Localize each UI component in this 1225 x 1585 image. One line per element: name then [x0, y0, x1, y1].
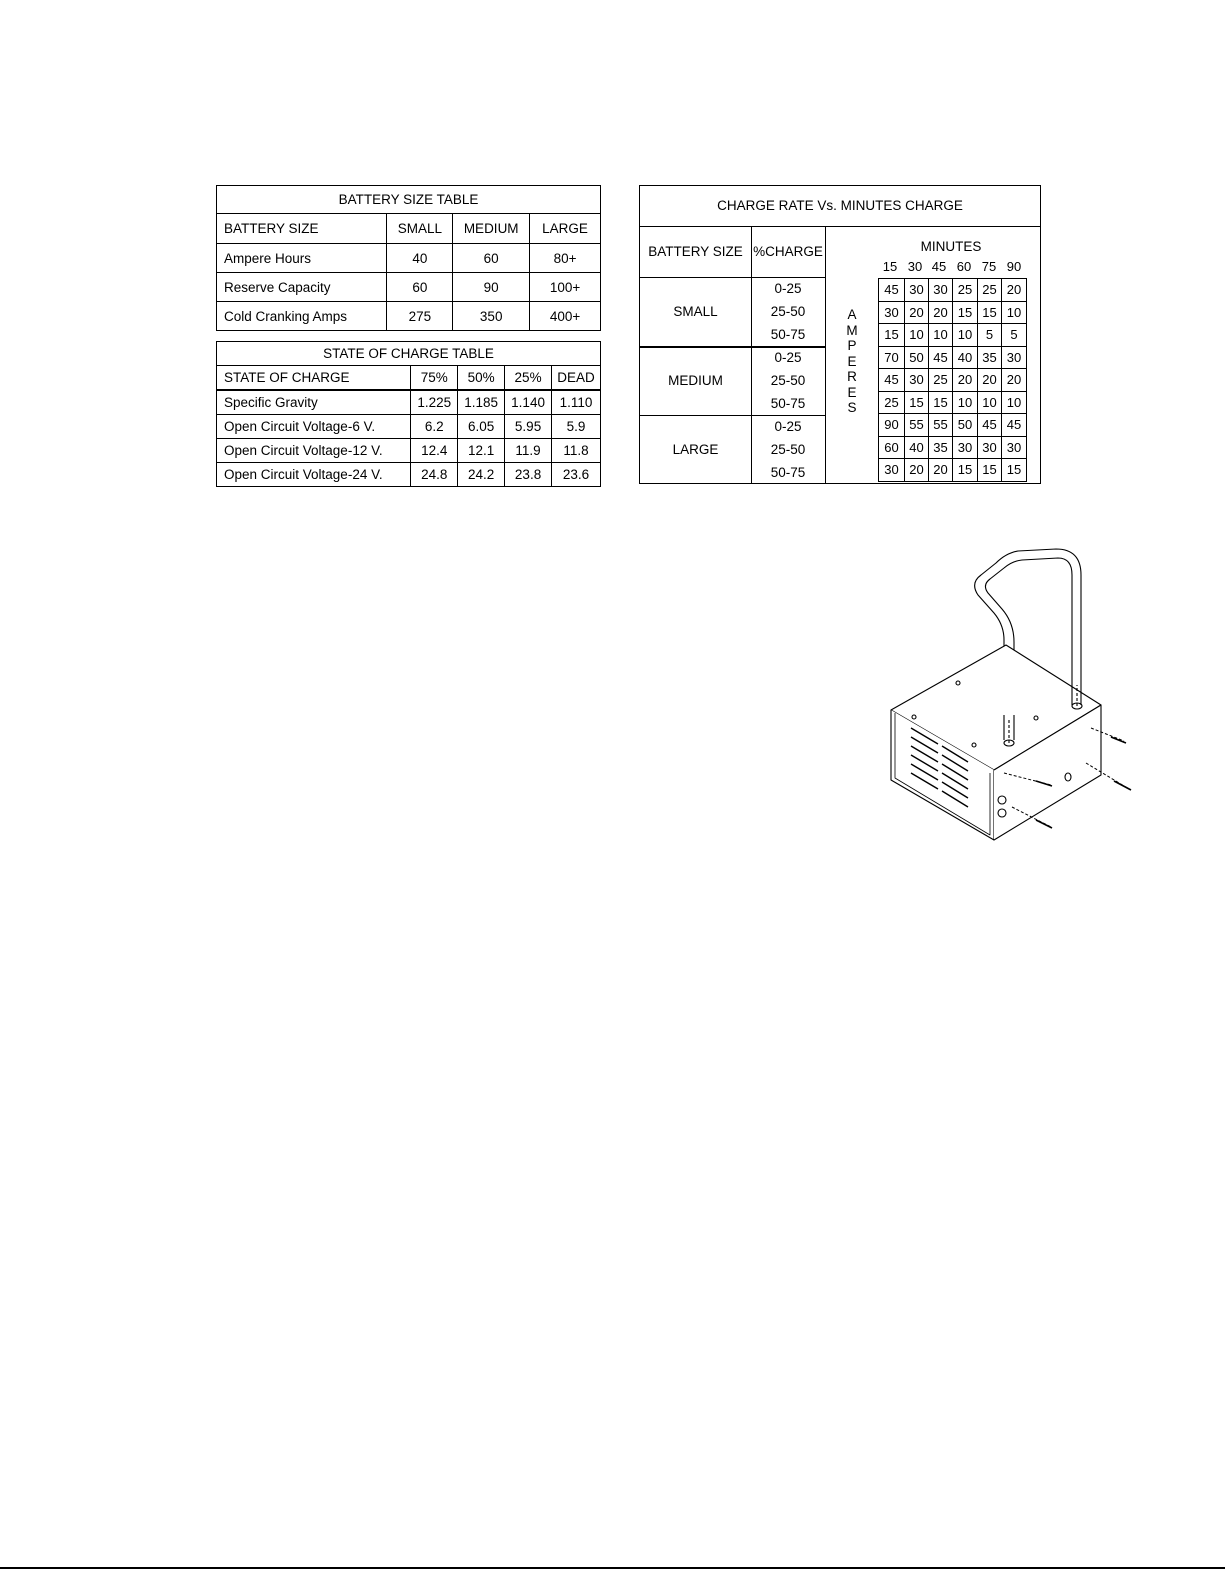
table-cell: 30: [953, 436, 978, 459]
header-large: LARGE: [530, 214, 601, 244]
table-cell: 55: [905, 414, 929, 437]
table-cell: 30: [1002, 436, 1027, 459]
row-label: Open Circuit Voltage-24 V.: [217, 463, 411, 487]
table-cell: 30: [905, 369, 929, 392]
table-cell: 20: [929, 459, 953, 482]
table-cell: 6.2: [411, 415, 458, 439]
table-cell: 45: [1002, 414, 1027, 437]
header-dead: DEAD: [552, 366, 601, 391]
table-cell: 25: [929, 369, 953, 392]
table-cell: 5.95: [505, 415, 552, 439]
table-row: [217, 273, 601, 302]
table-row: [217, 439, 601, 463]
table-cell: 90: [453, 273, 530, 302]
table-cell: 45: [978, 414, 1002, 437]
table-cell: 30: [978, 436, 1002, 459]
table-cell: 25: [879, 391, 905, 414]
minutes-header: 75: [981, 259, 997, 274]
amperes-letter: S: [847, 400, 857, 415]
minutes-label: MINUTES: [920, 239, 982, 254]
amperes-letter: P: [847, 338, 857, 353]
row-label: Cold Cranking Amps: [217, 302, 387, 331]
row-label: Reserve Capacity: [217, 273, 387, 302]
table-cell: 35: [929, 436, 953, 459]
table-cell: 40: [387, 244, 453, 273]
amperes-letter: E: [847, 384, 857, 400]
table-cell: 6.05: [458, 415, 505, 439]
table-cell: 275: [387, 302, 453, 331]
charge-rate-table: [639, 185, 1041, 484]
table-cell: 20: [929, 301, 953, 324]
table-cell: 10: [1002, 391, 1027, 414]
table-cell: 12.4: [411, 439, 458, 463]
battery-size-table-title: BATTERY SIZE TABLE: [217, 186, 601, 214]
charger-illustration: [886, 545, 1136, 845]
table-row: [879, 301, 1027, 324]
table-cell: 15: [905, 391, 929, 414]
charge-range: 25-50: [770, 442, 806, 457]
table-cell: 30: [929, 279, 953, 302]
table-row: [217, 463, 601, 487]
divider: [640, 346, 826, 348]
minutes-header: 45: [931, 259, 947, 274]
table-row: [879, 369, 1027, 392]
table-row: [879, 346, 1027, 369]
table-row: [879, 436, 1027, 459]
table-cell: 15: [1002, 459, 1027, 482]
table-cell: 15: [978, 459, 1002, 482]
table-cell: 50: [905, 346, 929, 369]
table-cell: 15: [953, 301, 978, 324]
charge-rate-table-title: CHARGE RATE Vs. MINUTES CHARGE: [640, 186, 1040, 227]
table-cell: 30: [879, 301, 905, 324]
table-cell: 10: [953, 324, 978, 347]
table-row: [217, 390, 601, 415]
charge-range: 0-25: [774, 281, 802, 296]
charge-range: 50-75: [770, 396, 806, 411]
table-cell: 1.185: [458, 390, 505, 415]
table-cell: 10: [953, 391, 978, 414]
header-75: 75%: [411, 366, 458, 391]
table-cell: 40: [953, 346, 978, 369]
row-label: Ampere Hours: [217, 244, 387, 273]
table-cell: 40: [905, 436, 929, 459]
state-of-charge-table: [216, 341, 601, 487]
amperes-label: [828, 307, 876, 416]
table-cell: 5: [1002, 324, 1027, 347]
row-label: Open Circuit Voltage-12 V.: [217, 439, 411, 463]
row-label: Specific Gravity: [217, 390, 411, 415]
table-cell: 45: [929, 346, 953, 369]
table-cell: 80+: [530, 244, 601, 273]
header-state-of-charge: STATE OF CHARGE: [217, 366, 411, 391]
header-battery-size: BATTERY SIZE: [648, 244, 743, 259]
table-row: [217, 415, 601, 439]
header-25: 25%: [505, 366, 552, 391]
table-cell: 70: [879, 346, 905, 369]
header-small: SMALL: [387, 214, 453, 244]
table-cell: 1.140: [505, 390, 552, 415]
amperes-grid: [878, 278, 1027, 482]
divider: [825, 226, 826, 483]
page-bottom-rule: [0, 1567, 1225, 1569]
minutes-header: 15: [882, 259, 898, 274]
table-cell: 30: [1002, 346, 1027, 369]
header-battery-size: BATTERY SIZE: [217, 214, 387, 244]
charge-range: 50-75: [770, 465, 806, 480]
table-cell: 20: [1002, 369, 1027, 392]
table-cell: 10: [905, 324, 929, 347]
table-cell: 35: [978, 346, 1002, 369]
table-cell: 10: [978, 391, 1002, 414]
table-cell: 1.225: [411, 390, 458, 415]
table-row: [217, 302, 601, 331]
minutes-header: 30: [907, 259, 923, 274]
table-cell: 400+: [530, 302, 601, 331]
minutes-header: 60: [956, 259, 972, 274]
divider: [640, 277, 826, 278]
table-cell: 20: [953, 369, 978, 392]
table-row: [879, 391, 1027, 414]
table-row: [879, 279, 1027, 302]
state-of-charge-table-title: STATE OF CHARGE TABLE: [217, 342, 601, 366]
amperes-letter: R: [847, 369, 857, 384]
table-cell: 50: [953, 414, 978, 437]
amperes-letter: E: [847, 353, 857, 369]
table-cell: 23.8: [505, 463, 552, 487]
table-cell: 12.1: [458, 439, 505, 463]
charge-range: 0-25: [774, 350, 802, 365]
table-cell: 15: [978, 301, 1002, 324]
table-cell: 5: [978, 324, 1002, 347]
table-cell: 45: [879, 279, 905, 302]
header-percent-charge: %CHARGE: [753, 244, 823, 259]
table-cell: 20: [905, 301, 929, 324]
table-cell: 60: [879, 436, 905, 459]
table-cell: 100+: [530, 273, 601, 302]
table-cell: 11.9: [505, 439, 552, 463]
table-cell: 60: [387, 273, 453, 302]
table-cell: 20: [1002, 279, 1027, 302]
table-cell: 55: [929, 414, 953, 437]
divider: [640, 415, 826, 416]
table-row: [879, 459, 1027, 482]
group-large: LARGE: [672, 442, 719, 457]
battery-size-table: [216, 185, 601, 331]
table-cell: 10: [929, 324, 953, 347]
table-cell: 15: [879, 324, 905, 347]
table-cell: 20: [905, 459, 929, 482]
table-cell: 90: [879, 414, 905, 437]
amperes-letter: M: [846, 322, 858, 338]
amperes-letter: A: [847, 307, 857, 322]
table-cell: 45: [879, 369, 905, 392]
charge-range: 25-50: [770, 373, 806, 388]
table-cell: 1.110: [552, 390, 601, 415]
table-row: [879, 324, 1027, 347]
table-cell: 25: [953, 279, 978, 302]
table-cell: 20: [978, 369, 1002, 392]
table-cell: 5.9: [552, 415, 601, 439]
header-medium: MEDIUM: [453, 214, 530, 244]
table-cell: 15: [953, 459, 978, 482]
table-cell: 10: [1002, 301, 1027, 324]
minutes-header: 90: [1006, 259, 1022, 274]
table-cell: 24.2: [458, 463, 505, 487]
header-50: 50%: [458, 366, 505, 391]
row-label: Open Circuit Voltage-6 V.: [217, 415, 411, 439]
table-cell: 30: [879, 459, 905, 482]
table-cell: 25: [978, 279, 1002, 302]
table-cell: 60: [453, 244, 530, 273]
charge-range: 0-25: [774, 419, 802, 434]
table-row: [879, 414, 1027, 437]
table-cell: 11.8: [552, 439, 601, 463]
group-medium: MEDIUM: [668, 373, 723, 388]
table-row: [217, 244, 601, 273]
table-cell: 30: [905, 279, 929, 302]
group-small: SMALL: [673, 304, 718, 319]
charge-range: 25-50: [770, 304, 806, 319]
table-cell: 24.8: [411, 463, 458, 487]
table-cell: 350: [453, 302, 530, 331]
table-cell: 23.6: [552, 463, 601, 487]
charge-range: 50-75: [770, 327, 806, 342]
table-cell: 15: [929, 391, 953, 414]
